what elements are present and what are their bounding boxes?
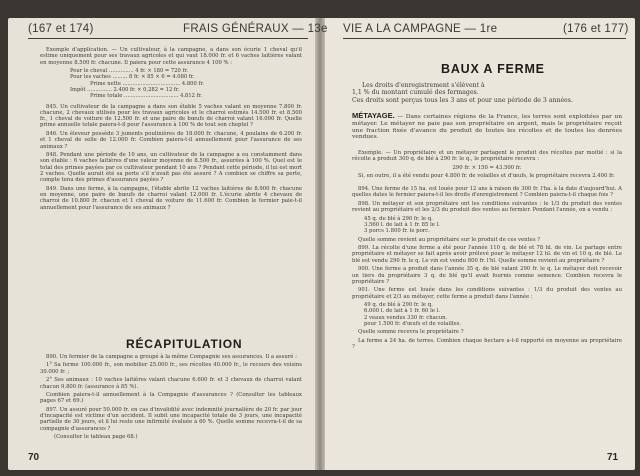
list-item: 3.560 l. de lait à 1 fr. 85 le l. [364, 221, 440, 228]
calc-line: Prime totale ................................. 4.812 fr. [90, 93, 203, 100]
problem-paragraph: 900. Une ferme a produit dans l'année 35 q. de blé valant 290 fr. le q. Le métayer doit recevoir un tiers du propriétaire 3 q. de blé qu'il avait fournis comme semence. Combien recevra le propriétaire ? [352, 266, 622, 285]
left-body [40, 47, 302, 213]
left-header-rule [28, 38, 308, 39]
calc-line: Pour les vaches ......... 8 fr. × 85 × 6 = 4.080 fr. [70, 74, 195, 81]
calc-line: Pour le cheval ............... 4 fr. × 180 = 720 fr. [70, 68, 188, 75]
recap-title: RÉCAPITULATION [126, 337, 243, 351]
calc-line: Impôt ............... 2.400 fr. × 0,282 = 12 fr. [70, 86, 180, 93]
recap-body [40, 354, 302, 443]
intro-line: Ces droits sont perçus tous les 3 ans et pour une période de 3 années. [352, 96, 573, 104]
right-header-ref: (176 et 177) [563, 23, 629, 35]
problem-paragraph: Quelle somme revient au propriétaire sur le produit de ces ventes ? [358, 236, 541, 243]
recap-paragraph: 1° Sa ferme 100.000 fr., son mobilier 25.000 fr., ses récoltes 40.000 fr., le recours des voisins 30.000 fr. ; [40, 362, 302, 375]
right-example [352, 150, 622, 182]
intro-line: Les droits d'enregistrement s'élèvent à [362, 82, 485, 89]
list-item: 2 veaux vendus 330 fr. chacun. [364, 314, 448, 321]
right-page-number: 71 [607, 452, 619, 463]
problem-paragraph: 901. Une ferme est louée dans les conditions suivantes : 1/3 du produit des ventes au propriétaire et 2/3 au métayer, cette ferme a produit dans l'année : [352, 287, 622, 300]
problem-paragraph: 845. Un cultivateur de la campagne a dans son étable 5 vaches valant en moyenne 7.800 fr. chacune, 2 chevaux utilisés pour les travaux agricoles et le charroi estimés 14.500 fr. et 8.500 fr., 1 cheval de voiture de 12.500 fr. et une paire de bœufs de charroi valant 16.000 fr. Quelle prime annuelle totale paiera-t-il pour l'assurance à 100 % de tout son cheptel ? [40, 103, 302, 129]
problem-paragraph: 849. Dans une ferme, à la campagne, l'étable abrite 12 vaches laitières de 8.900 fr. chacune en moyenne, une paire de bœufs de charroi valant 12.000 fr. L'écurie abrite 4 chevaux de charroi de 10.800 fr. chacun et 1 cheval de voiture de 11.600 fr. Combien le fermier paie-t-il annuellement pour l'assurance de ses animaux ? [40, 185, 302, 211]
intro-block [352, 82, 622, 104]
problem-paragraph: 846. Un éleveur possède 3 juments poulinières de 18.000 fr. chacune, 4 poulains de 6.200 fr. et 1 cheval de selle de 12.000 fr. Combien paiera-t-il annuellement pour l'assurance de ses animaux ? [40, 130, 302, 150]
list-item: 45 q. de blé à 290 fr. le q. [364, 215, 433, 222]
list-item: pour 1.500 fr. d'œufs et de volailles. [364, 320, 461, 327]
problem-paragraph: 894. Une ferme de 15 ha. est louée pour 12 ans à raison de 300 fr. l'ha. à la date d'aujourd'hui. A quelles dates le fermier paiera-t-il les droits d'enregistrement ? Combien paiera-t-il chaque fois ? [352, 186, 622, 199]
problem-paragraph: 898. Un métayer et son propriétaire ont les conditions suivantes : le 1/3 du produit des ventes revient au propriétaire et les 2/3 du produit des ventes au fermier. Pendant l'année, on a vendu : [352, 200, 622, 214]
list-item: 49 q. de blé à 290 fr. le q. [364, 302, 433, 309]
right-header-rule [343, 38, 626, 39]
calc-line: Prime nette ................................... 4.800 fr. [90, 80, 204, 87]
example-paragraph: Exemple. — Un propriétaire et un métayer partagent le produit des récoltes par moitié : si la récolte a produit 300 q. de blé à 290 fr. le q., le propriétaire recevra : [352, 150, 622, 163]
recap-paragraph: Combien paiera-t-il annuellement à la Compagnie d'assurances ? (Consulter les tableaux pages 67 et 69.) [40, 392, 302, 405]
right-header-title: VIE A LA CAMPAGNE — 1re [343, 23, 498, 35]
example-paragraph: Exemple d'application. — Un cultivateur, à la campagne, a dans son écurie 1 cheval qu'il estime uniquement pour ses travaux agricoles et qui vaut 18.000 fr. et 6 vaches laitières valant en moyenne 8.500 fr. chacune. Il paiera pour cette assurance 4 100 % : [40, 47, 302, 66]
metayage-label: MÉTAYAGE. [352, 111, 395, 120]
recap-paragraph: 890. Un fermier de la campagne a groupé à la même Compagnie ses assurances. Il a assuré : [46, 354, 297, 360]
intro-line: 1,1 % du montant cumulé des fermages. [352, 89, 479, 97]
recap-paragraph: 2° Ses animaux : 10 vaches laitières valant chacune 6.600 fr. et 3 chevaux de charroi valant chacun 9.800 fr. (assurance à 85 %). [40, 377, 302, 390]
recap-paragraph: (Consulter le tableau page 68.) [54, 434, 138, 441]
left-page-number: 70 [28, 452, 40, 463]
metayage-block: MÉTAYAGE. — Dans certaines régions de la France, les terres sont exploitées par un métayer. Le métayer ne paie pas son propriétaire en argent, mais le propriétaire reçoit une fraction fixée d'avance du produit de toutes les récoltes et de toutes les denrées vendues. [352, 111, 623, 141]
problem-paragraph: La ferme a 24 ha. de terres. Combien chaque hectare a-t-il rapporté en moyenne au propriétaire ? [352, 337, 622, 351]
problem-paragraph: Quelle somme recevra le propriétaire ? [358, 329, 464, 336]
problem-paragraph: 899. La récolte d'une ferme a été pour l'année 110 q. de blé et 78 hl. de vin. Le partage entre propriétaire et métayer se fait après avoir prélevé pour le métayer 12 hl. de vin et 10 q. de blé. Le blé est vendu 290 fr. le q. Le vin est vendu 800 fr. l'hl. Quelle somme revient au propriétaire ? [352, 245, 622, 264]
left-header-title: FRAIS GÉNÉRAUX — 13e [183, 23, 328, 35]
list-item: 3 porcs 1.800 fr. le porc. [364, 228, 430, 235]
right-problems [352, 186, 622, 353]
example-paragraph: Si, en outre, il a été vendu pour 4.800 fr. de volailles et d'œufs, le propriétaire recevra 2.400 fr. [358, 173, 615, 180]
book-gutter [315, 18, 325, 470]
list-item: 6.000 l. de lait à 1 fr. 60 le l. [364, 308, 440, 315]
recap-paragraph: 897. Un assuré pour 50.000 fr. en cas d'invalidité avec indemnité journalière de 20 fr. par jour d'incapacité est victime d'un accident. Il subit une incapacité totale de 3 jours, une incapacité partielle de 30 jours, et il lui reste une infirmité évaluée à 60 %. Quelle somme recevra-t-il de sa compagnie d'assurances ? [40, 406, 302, 432]
calc-table [70, 68, 302, 99]
baux-title: BAUX A FERME [441, 62, 545, 76]
example-formula: 290 fr. × 150 = 43.500 fr. [452, 164, 522, 171]
left-header-ref: (167 et 174) [28, 23, 94, 35]
metayage-text: Dans certaines régions de la France, les terres sont exploitées par un métayer. Le métayer ne paie pas son propriétaire en argent, mais le propriétaire reçoit une fraction fixée d'avance du produit de toutes les récoltes et de toutes les denrées vendues. [352, 114, 623, 141]
problem-paragraph: 848. Pendant une période de 10 ans, un cultivateur de la campagne a eu constamment dans son étable : 6 vaches laitières d'une valeur moyenne de 8.500 fr., assurées à 100 %. Quel est le total des primes payées par ce cultivateur pendant 10 ans ? Pendant cette période, il lui est mort 2 vaches. Quelle aurait été sa perte s'il n'avait pas été assuré ? A combien se chiffre sa perte, compte tenu des primes d'assurance payées ? [40, 152, 302, 184]
